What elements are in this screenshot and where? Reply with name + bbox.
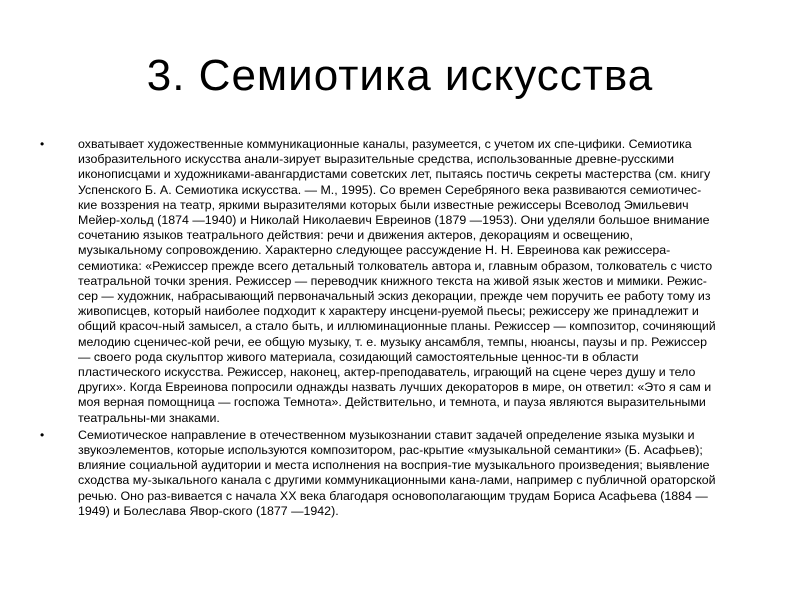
bullet-text: Семиотическое направление в отечественном музыкознании ставит задачей определение языка музыки и звукоэлементов, которые используются композитором, рас-крытие «музыкальной семантики» (Б. Асафьев); влияние социальной аудитории и места исполнения на восприя-тие музыкального произведения; выявление сходства му-зыкального канала с другими коммуникационными кана-лами, например с публичной ораторской речью. Оно раз-вивается с начала XX века благодаря основополагающим трудам Бориса Асафьева (1884 —1949) и Болеслава Явор-ского (1877 —1942). [78, 427, 716, 518]
bullet-dot-icon: • [40, 137, 45, 151]
slide-title: 3. Семиотика искусства [146, 51, 654, 100]
bullet-text: охватывает художественные коммуникационные каналы, разумеется, с учетом их спе-цифики. Семиотика изобразительного искусства анали-зирует выразительные средства, использованные древне-русскими иконописцами и художниками-авангардистами советских лет, пытаясь постичь секреты мастерства (см. книгу Успенского Б. А. Семиотика искусства. — М., 1995). Со времен Серебряного века развиваются семиотичес-кие воззрения на театр, яркими выразителями которых были известные режиссеры Всеволод Эмильевич Мейер-хольд (1874 —1940) и Николай Николаевич Евреинов (1879 —1953). Они уделяли большое внимание сочетанию языков театрального действия: речи и движения актеров, декорациям и освещению, музыкальному сопровождению. Характерно следующее рассуждение Н. Н. Евреинова как режиссера-семиотика: «Режиссер прежде всего детальный толкователь автора и, главным образом, толкователь с чисто театральной точки зрения. Режиссер — переводчик книжного текста на живой язык жестов и мимики. Режис-сер — художник, набрасывающий первоначальный эскиз декорации, прежде чем поручить ее работу тому из живописцев, который наиболее подходит к характеру инсцени-руемой пьесы; режиссеру же принадлежит и общий красоч-ный замысел, а стало быть, и иллюминационные планы. Режиссер — композитор, сочиняющий мелодию сценичес-кой речи, ее общую музыку, т. е. музыку ансамбля, темпы, нюансы, паузы и пр. Режиссер — своего рода скульптор живого материала, созидающий самостоятельные ценнос-ти в области пластического искусства. Режиссер, наконец, актер-преподаватель, играющий на сцене через душу и тело других». Когда Евреинова попросили однажды назвать лучших декораторов в мире, он ответил: «Это я сам и моя верная помощница — госпожа Темнота». Действительно, и темнота, и пауза являются выразительными театральны-ми знаками. [78, 137, 716, 425]
bullet-item [40, 428, 720, 519]
bullet-dot-icon: • [40, 427, 45, 442]
bullet-item [40, 137, 720, 426]
bullet-list [40, 137, 720, 521]
